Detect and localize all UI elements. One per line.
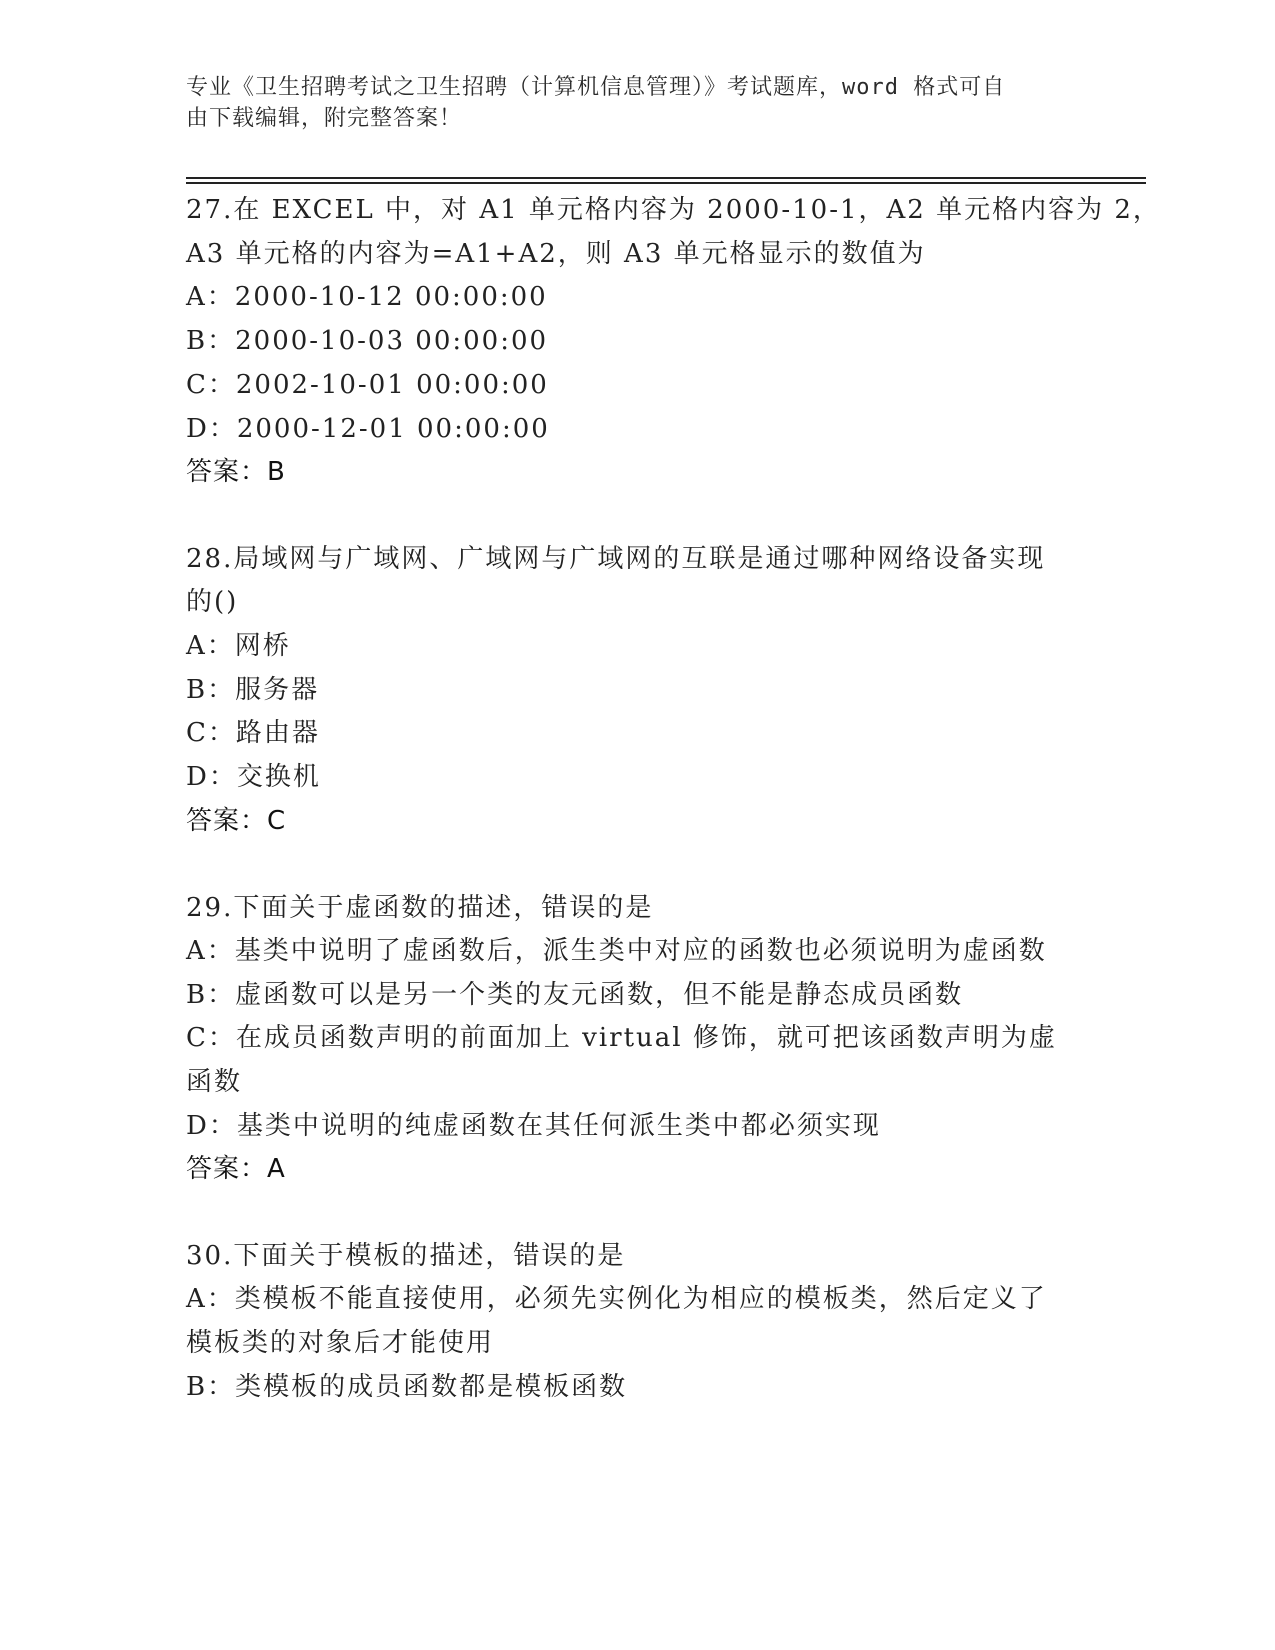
question-28-answer: 答案：C: [186, 806, 287, 836]
question-27-option-d: D：2000-12-01 00:00:00: [186, 414, 550, 444]
document-header: [186, 72, 1066, 134]
question-30-option-a-line-1: A：类模板不能直接使用，必须先实例化为相应的模板类，然后定义了: [186, 1284, 1047, 1314]
question-27-option-c: C：2002-10-01 00:00:00: [186, 370, 549, 400]
question-30-option-a-line-2: 模板类的对象后才能使用: [186, 1328, 495, 1358]
header-line-1: 专业《卫生招聘考试之卫生招聘（计算机信息管理）》考试题库，word 格式可自: [186, 75, 1006, 100]
question-29-option-c-line-2: 函数: [186, 1067, 243, 1097]
question-29-text-line-1: 29.下面关于虚函数的描述，错误的是: [186, 893, 654, 923]
question-27-text-line-2: A3 单元格的内容为=A1+A2，则 A3 单元格显示的数值为: [186, 239, 926, 269]
question-29-answer: 答案：A: [186, 1154, 286, 1184]
question-28-option-d: D：交换机: [186, 762, 321, 792]
question-29-option-b: B：虚函数可以是另一个类的友元函数，但不能是静态成员函数: [186, 980, 964, 1010]
question-27-option-b: B：2000-10-03 00:00:00: [186, 326, 549, 356]
question-27-text-line-1: 27.在 EXCEL 中，对 A1 单元格内容为 2000-10-1，A2 单元格内容为 2，: [186, 195, 1161, 225]
header-divider-top: [186, 177, 1146, 179]
question-29-option-a: A：基类中说明了虚函数后，派生类中对应的函数也必须说明为虚函数: [186, 936, 1047, 966]
header-divider-bottom: [186, 182, 1146, 184]
question-28-option-b: B：服务器: [186, 675, 320, 705]
question-27-option-a: A：2000-10-12 00:00:00: [186, 282, 548, 312]
question-30-text-line-1: 30.下面关于模板的描述，错误的是: [186, 1241, 626, 1271]
question-28-option-a: A：网桥: [186, 631, 291, 661]
question-30-option-b: B：类模板的成员函数都是模板函数: [186, 1372, 628, 1402]
question-27-answer: 答案：B: [186, 457, 286, 487]
question-28-text-line-2: 的(): [186, 587, 239, 617]
question-29-option-d: D：基类中说明的纯虚函数在其任何派生类中都必须实现: [186, 1111, 881, 1141]
question-28-option-c: C：路由器: [186, 718, 320, 748]
header-line-2: 由下载编辑，附完整答案！: [186, 106, 463, 131]
question-28-text-line-1: 28.局域网与广域网、广域网与广域网的互联是通过哪种网络设备实现: [186, 544, 1046, 574]
question-29-option-c-line-1: C：在成员函数声明的前面加上 virtual 修饰，就可把该函数声明为虚: [186, 1023, 1057, 1053]
